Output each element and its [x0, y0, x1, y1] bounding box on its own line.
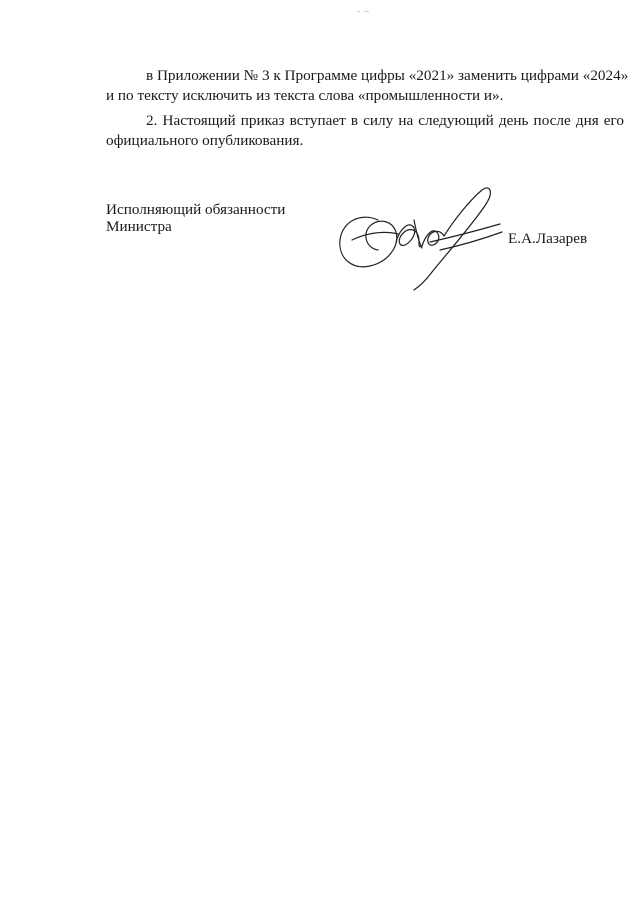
signatory-position — [106, 201, 285, 235]
signatory-position-line: Исполняющий обязанности — [106, 201, 286, 218]
paragraph-appendix-amendment — [106, 66, 629, 106]
paragraph-line: официального опубликования. — [106, 132, 304, 149]
page-number-mark: - – — [357, 6, 370, 16]
paragraph-line: и по тексту исключить из текста слова «промышленности и». — [106, 87, 504, 104]
handwritten-signature — [330, 180, 505, 292]
paragraph-line: 2. Настоящий приказ вступает в силу на следующий день после дня его — [146, 112, 624, 129]
paragraph-effective-date — [106, 111, 624, 151]
paragraph-line: в Приложении № 3 к Программе цифры «2021» заменить цифрами «2024» — [146, 67, 629, 84]
signatory-position-line: Министра — [106, 218, 172, 235]
signer-name: Е.А.Лазарев — [508, 230, 588, 247]
